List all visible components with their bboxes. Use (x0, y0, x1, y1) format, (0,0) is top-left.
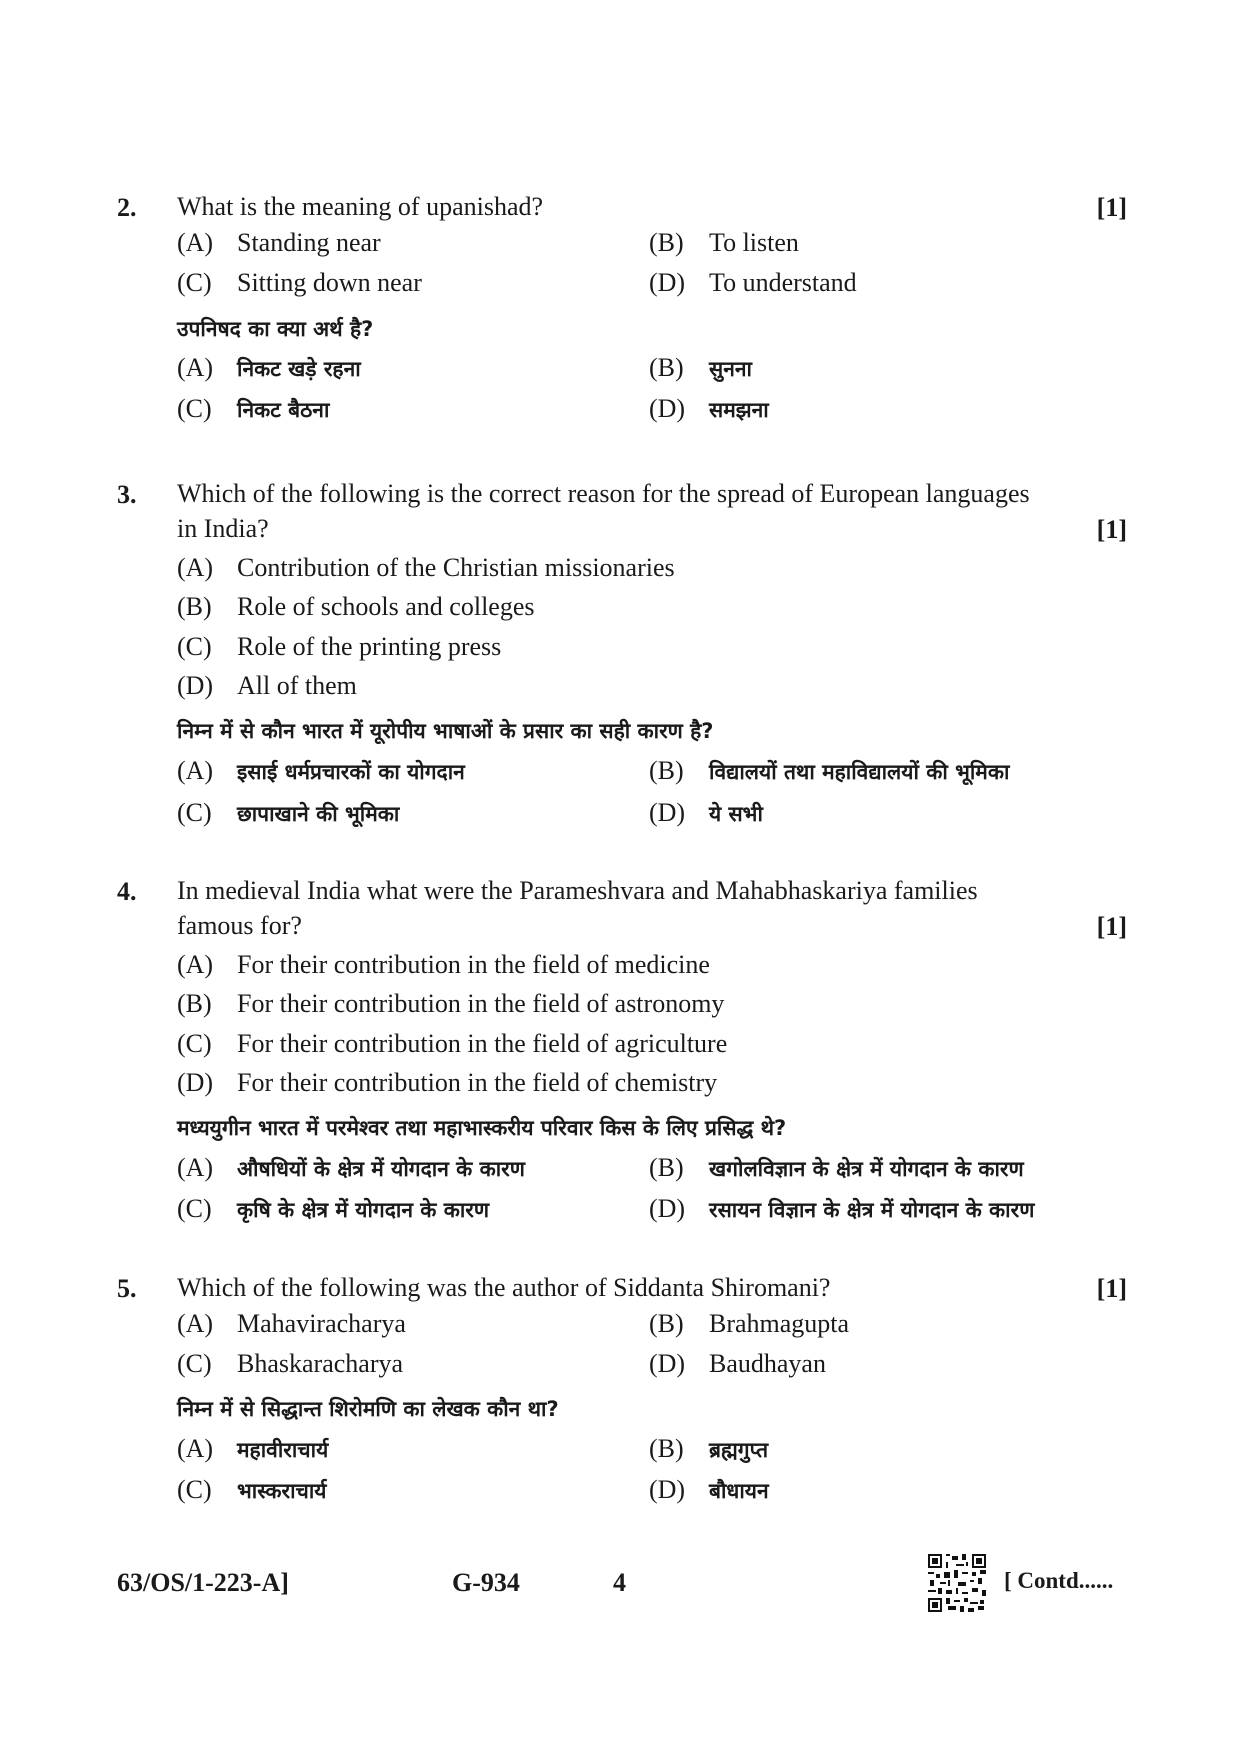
paper-code: 63/OS/1-223-A] (117, 1568, 289, 1597)
question-number: 5. (117, 1274, 137, 1303)
option-d-hi: (D) समझना (649, 394, 769, 423)
option-c-hi: (C) कृषि के क्षेत्र में योगदान के कारण (177, 1194, 490, 1223)
option-a-hi: (A) इसाई धर्मप्रचारकों का योगदान (177, 756, 465, 785)
question-stem-en: In medieval India what were the Parameshvara and Mahabhaskariya families famous for? (177, 876, 978, 940)
option-d-hi: (D) रसायन विज्ञान के क्षेत्र में योगदान के कारण (649, 1194, 1035, 1223)
option-b-en: (B) Brahmagupta (649, 1309, 850, 1338)
option-row (177, 1434, 1127, 1470)
option-c-hi: (C) छापाखाने की भूमिका (177, 798, 400, 827)
question-stem-hi: मध्ययुगीन भारत में परमेश्वर तथा महाभास्करीय परिवार किस के लिए प्रसिद्ध थे? (177, 1116, 787, 1140)
option-b-hi: (B) विद्यालयों तथा महाविद्यालयों की भूमिका (649, 756, 1010, 785)
page-number: 4 (613, 1568, 626, 1597)
option-c-hi: (C) भास्कराचार्य (177, 1475, 327, 1504)
question-stem-en: What is the meaning of upanishad? (177, 192, 544, 221)
option-b-en: (B) Role of schools and colleges (177, 592, 535, 621)
option-a-hi: (A) औषधियों के क्षेत्र में योगदान के कारण (177, 1153, 525, 1182)
option-row (177, 756, 1127, 792)
option-a-hi: (A) महावीराचार्य (177, 1434, 329, 1463)
question-stem-hi: निम्न में से कौन भारत में यूरोपीय भाषाओं के प्रसार का सही कारण है? (177, 719, 714, 743)
option-row (177, 228, 1127, 264)
option-b-hi: (B) खगोलविज्ञान के क्षेत्र में योगदान के कारण (649, 1153, 1024, 1182)
option-c-en: (C) Role of the printing press (177, 632, 502, 661)
option-row (177, 1349, 1127, 1385)
option-c-en: (C) For their contribution in the field of agriculture (177, 1029, 728, 1058)
option-d-en: (D) Baudhayan (649, 1349, 826, 1378)
question-marks: [1] (1096, 193, 1127, 222)
option-b-en: (B) For their contribution in the field of astronomy (177, 989, 725, 1018)
question-stem-en: Which of the following is the correct reason for the spread of European languages in India? (177, 479, 1030, 543)
question-number: 2. (117, 193, 137, 222)
question-marks: [1] (1096, 515, 1127, 544)
option-a-en: (A) Contribution of the Christian missionaries (177, 553, 675, 582)
option-row (177, 353, 1127, 389)
option-row (177, 798, 1127, 834)
option-d-en: (D) To understand (649, 268, 857, 297)
question-marks: [1] (1096, 1274, 1127, 1303)
option-row (177, 268, 1127, 304)
series-code: G-934 (452, 1568, 520, 1597)
option-row (177, 1153, 1127, 1189)
option-b-hi: (B) सुनना (649, 353, 752, 382)
option-row (177, 394, 1127, 430)
option-a-hi: (A) निकट खड़े रहना (177, 353, 361, 382)
option-c-hi: (C) निकट बैठना (177, 394, 330, 423)
question-marks: [1] (1096, 912, 1127, 941)
option-d-hi: (D) ये सभी (649, 798, 763, 827)
option-row (177, 1309, 1127, 1345)
option-a-en: (A) Mahaviracharya (177, 1309, 406, 1338)
option-b-hi: (B) ब्रह्मगुप्त (649, 1434, 769, 1463)
continued-label: [ Contd...... (1004, 1568, 1114, 1593)
option-d-en: (D) All of them (177, 671, 357, 700)
question-number: 3. (117, 480, 137, 509)
option-d-hi: (D) बौधायन (649, 1475, 769, 1504)
option-row (177, 1194, 1127, 1230)
question-stem-hi: निम्न में से सिद्धान्त शिरोमणि का लेखक कौन था? (177, 1397, 559, 1421)
option-a-en: (A) For their contribution in the field of medicine (177, 950, 710, 979)
question-stem-en: Which of the following was the author of Siddanta Shiromani? (177, 1273, 831, 1302)
question-stem-hi: उपनिषद का क्या अर्थ है? (177, 317, 374, 341)
option-row (177, 1475, 1127, 1511)
qr-code-icon (928, 1554, 986, 1612)
question-number: 4. (117, 877, 137, 906)
option-b-en: (B) To listen (649, 228, 799, 257)
option-a-en: (A) Standing near (177, 228, 381, 257)
option-c-en: (C) Sitting down near (177, 268, 422, 297)
option-d-en: (D) For their contribution in the field of chemistry (177, 1068, 718, 1097)
option-c-en: (C) Bhaskaracharya (177, 1349, 404, 1378)
